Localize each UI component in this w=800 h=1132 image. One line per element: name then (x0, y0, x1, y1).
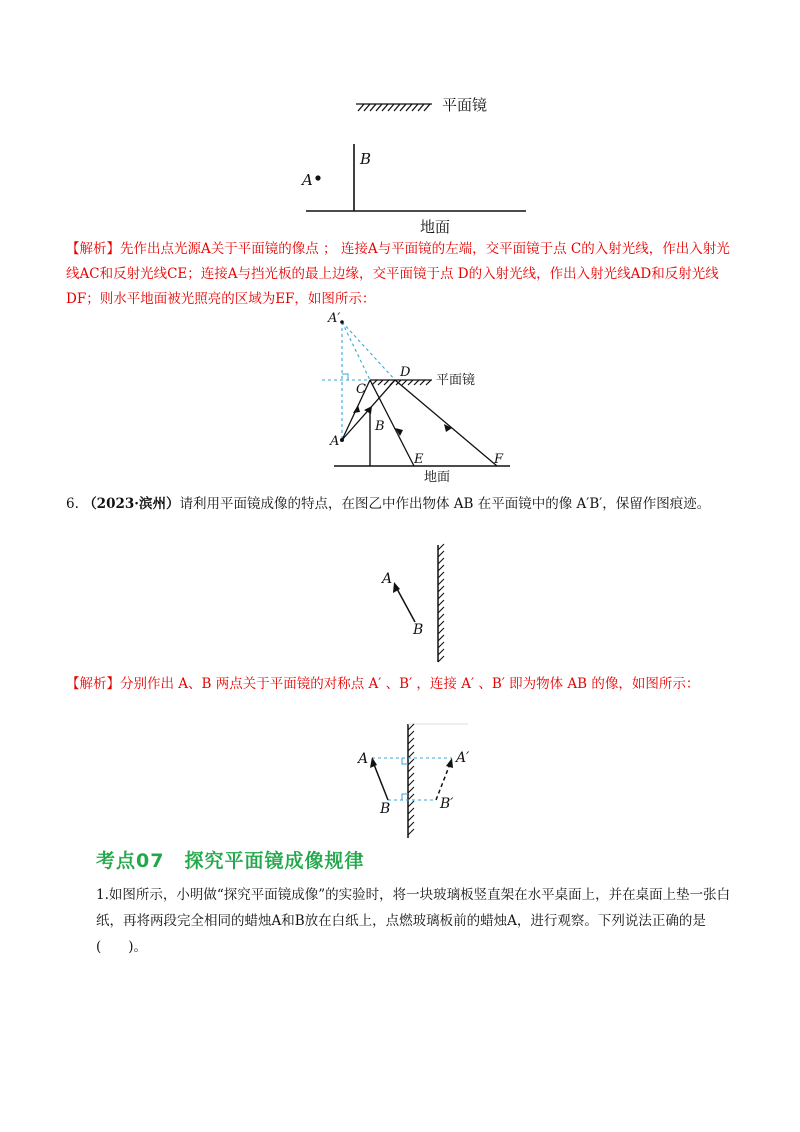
fig2-label-b: B (375, 419, 385, 434)
fig1-label-b: B (360, 150, 372, 168)
fig2-mirror-label: 平面镜 (436, 373, 476, 388)
fig2-label-a: A (330, 434, 340, 449)
fig4-label-a: A (358, 751, 369, 767)
question-6-text: 请利用平面镜成像的特点，在图乙中作出物体 AB 在平面镜中的像 A′B′，保留作图痕迹。 (179, 496, 711, 512)
fig4-symmetry-lines (372, 758, 452, 800)
question-1 (96, 882, 742, 960)
fig4-image-ab (436, 764, 450, 800)
fig4-label-b-prime: B′ (440, 796, 454, 812)
fig4-label-a-prime: A′ (456, 750, 470, 766)
fig2-label-c: C (356, 382, 366, 397)
fig4-object-arrow (370, 757, 377, 768)
fig1-mirror-label: 平面镜 (442, 96, 488, 114)
fig2-ground-label: 地面 (424, 470, 451, 485)
fig3-label-b: B (413, 622, 424, 638)
question-6-number: 6. (66, 496, 79, 512)
question-6-source: （2023·滨州） (83, 496, 180, 512)
fig1-label-a: A (302, 171, 313, 189)
analysis-1-text: 先作出点光源A关于平面镜的像点 ； 连接A与平面镜的左端，交平面镜于点 C的入射光线，作出入射光线AC和反射光线CE；连接A与挡光板的最上边缘，交平面镜于点 D的入射光线，作出入射光线AD和反射光线DF；则水平地面被光照亮的区域为EF，如图所示： (66, 241, 730, 307)
fig4-label-b: B (380, 801, 391, 817)
fig2-label-e: E (414, 452, 424, 467)
fig4-right-angle-bottom (402, 794, 408, 800)
fig2-label-a-prime: A′ (328, 311, 341, 326)
question-1-text: 1.如图所示，小明做“探究平面镜成像”的实验时，将一块玻璃板竖直架在水平桌面上，并在桌面上垫一张白纸，再将两段完全相同的蜡烛A和B放在白纸上，点燃玻璃板前的蜡烛A，进行观察。下列说法正确的是( )。 (96, 887, 731, 955)
fig3-label-a: A (382, 571, 393, 587)
fig4-right-angle-top (402, 758, 408, 764)
section-title: 考点07 探究平面镜成像规律 (96, 850, 365, 872)
fig2-label-f: F (494, 452, 504, 467)
analysis-1-tag: 【解析】 (66, 241, 120, 257)
analysis-2-text: 分别作出 A、B 两点关于平面镜的对称点 A′ 、B′ ，连接 A′ 、B′ 即为物体 AB 的像，如图所示： (120, 676, 700, 692)
analysis-2-tag: 【解析】 (66, 676, 120, 692)
fig2-label-d: D (400, 365, 411, 380)
fig1-ground-label: 地面 (420, 218, 451, 236)
fig4-mirror-hatch (408, 724, 414, 835)
fig4-object-ab (373, 762, 388, 800)
fig4-image-arrow (446, 758, 453, 768)
